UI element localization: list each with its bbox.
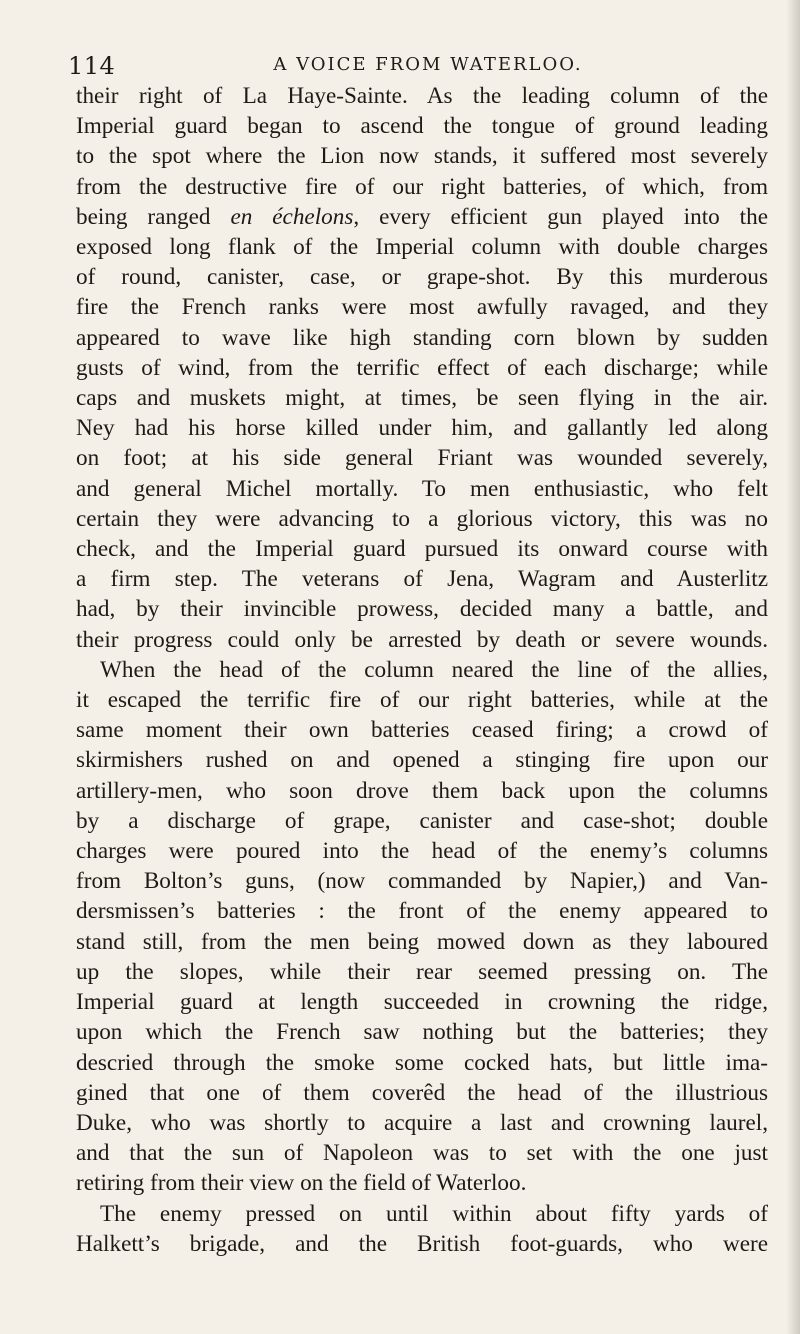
text-line: to the spot where the Lion now stands, it suffered most severely bbox=[76, 143, 768, 170]
text-line: artillery-men, who soon drove them back upon the columns bbox=[76, 777, 768, 804]
page-edge-shadow bbox=[786, 0, 800, 1334]
running-head: A VOICE FROM WATERLOO. bbox=[273, 54, 583, 75]
text-line: of round, canister, case, or grape-shot. By this murderous bbox=[76, 264, 768, 291]
text-line: and general Michel mortally. To men enthusiastic, who felt bbox=[76, 475, 768, 502]
text-line: a firm step. The veterans of Jena, Wagram and Austerlitz bbox=[76, 566, 768, 593]
text-line: The enemy pressed on until within about fifty yards of bbox=[100, 1200, 768, 1227]
text-line: Imperial guard began to ascend the tongue of ground leading bbox=[76, 113, 768, 140]
text-line: charges were poured into the head of the enemy’s columns bbox=[76, 838, 768, 865]
italic-phrase: en échelons bbox=[230, 203, 354, 230]
text-line: certain they were advancing to a glorious victory, this was no bbox=[76, 505, 768, 532]
text-line: When the head of the column neared the line of the allies, bbox=[100, 656, 768, 683]
text-line bbox=[76, 202, 768, 232]
text-line: dersmissen’s batteries : the front of the enemy appeared to bbox=[76, 898, 768, 925]
text-line: check, and the Imperial guard pursued its onward course with bbox=[76, 536, 768, 563]
text-segment: being ranged bbox=[76, 203, 211, 230]
text-line: skirmishers rushed on and opened a stinging fire upon our bbox=[76, 747, 768, 774]
text-line: exposed long flank of the Imperial column with double charges bbox=[76, 234, 768, 261]
text-line: and that the sun of Napoleon was to set with the one just bbox=[76, 1140, 768, 1167]
page-number: 114 bbox=[68, 52, 116, 80]
text-line: Imperial guard at length succeeded in crowning the ridge, bbox=[76, 989, 768, 1016]
text-line: fire the French ranks were most awfully ravaged, and they bbox=[76, 294, 768, 321]
text-line: upon which the French saw nothing but the batteries; they bbox=[76, 1019, 768, 1046]
text-line: it escaped the terrific fire of our right batteries, while at the bbox=[76, 687, 768, 714]
text-line: stand still, from the men being mowed down as they laboured bbox=[76, 928, 768, 955]
text-line: their progress could only be arrested by death or severe wounds. bbox=[76, 626, 768, 653]
text-line: Ney had his horse killed under him, and gallantly led along bbox=[76, 415, 768, 442]
page-header bbox=[68, 52, 768, 82]
body-text bbox=[76, 81, 768, 1259]
text-line: retiring from their view on the field of Waterloo. bbox=[76, 1170, 527, 1197]
text-line: appeared to wave like high standing corn blown by sudden bbox=[76, 324, 768, 351]
text-line: on foot; at his side general Friant was wounded severely, bbox=[76, 445, 768, 472]
text-line: same moment their own batteries ceased firing; a crowd of bbox=[76, 717, 768, 744]
text-line: had, by their invincible prowess, decided many a battle, and bbox=[76, 596, 768, 623]
text-line: gined that one of them coverêd the head of the illustrious bbox=[76, 1079, 768, 1106]
text-segment: , every efficient gun played into the bbox=[353, 203, 768, 230]
text-line: from Bolton’s guns, (now commanded by Napier,) and Van- bbox=[76, 868, 768, 895]
text-line: their right of La Haye-Sainte. As the leading column of the bbox=[76, 83, 768, 109]
text-line: caps and muskets might, at times, be seen flying in the air. bbox=[76, 385, 768, 412]
text-line: Halkett’s brigade, and the British foot-guards, who were bbox=[76, 1230, 768, 1257]
text-line: by a discharge of grape, canister and case-shot; double bbox=[76, 807, 768, 834]
text-line: up the slopes, while their rear seemed pressing on. The bbox=[76, 958, 768, 985]
text-line: from the destructive fire of our right batteries, of which, from bbox=[76, 173, 768, 200]
text-line: gusts of wind, from the terrific effect of each discharge; while bbox=[76, 354, 768, 381]
text-line: descried through the smoke some cocked hats, but little ima- bbox=[76, 1049, 768, 1076]
text-line: Duke, who was shortly to acquire a last and crowning laurel, bbox=[76, 1109, 768, 1136]
